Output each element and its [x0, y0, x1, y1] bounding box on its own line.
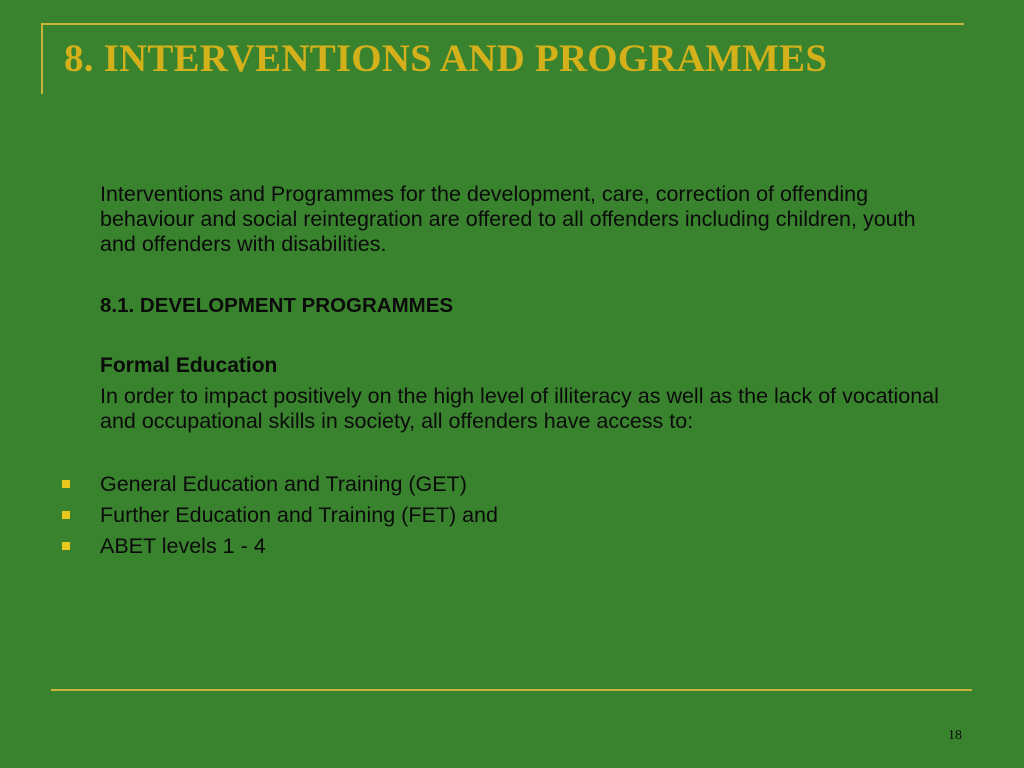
square-bullet-icon: [62, 542, 70, 550]
body-paragraph: In order to impact positively on the high level of illiteracy as well as the lack of vocational and occupational skills in society, all offenders have access to:: [100, 384, 939, 433]
title-frame-left-rule: [41, 23, 43, 94]
bullet-text: General Education and Training (GET): [100, 472, 467, 496]
page-number: 18: [948, 728, 962, 743]
intro-block: [100, 182, 980, 257]
square-bullet-icon: [62, 511, 70, 519]
section-heading: 8.1. DEVELOPMENT PROGRAMMES: [100, 294, 454, 317]
bullet-text: ABET levels 1 - 4: [100, 534, 266, 558]
title-frame-top-rule: [41, 23, 964, 25]
square-bullet-icon: [62, 480, 70, 488]
slide-title: 8. INTERVENTIONS AND PROGRAMMES: [64, 37, 828, 80]
bullet-text: Further Education and Training (FET) and: [100, 503, 498, 527]
intro-paragraph: Interventions and Programmes for the development, care, correction of offending behaviour and social reintegration are offered to all offenders including children, youth and offenders with disabilities.: [100, 182, 916, 256]
sub-heading: Formal Education: [100, 354, 278, 377]
footer-rule: [51, 689, 972, 691]
